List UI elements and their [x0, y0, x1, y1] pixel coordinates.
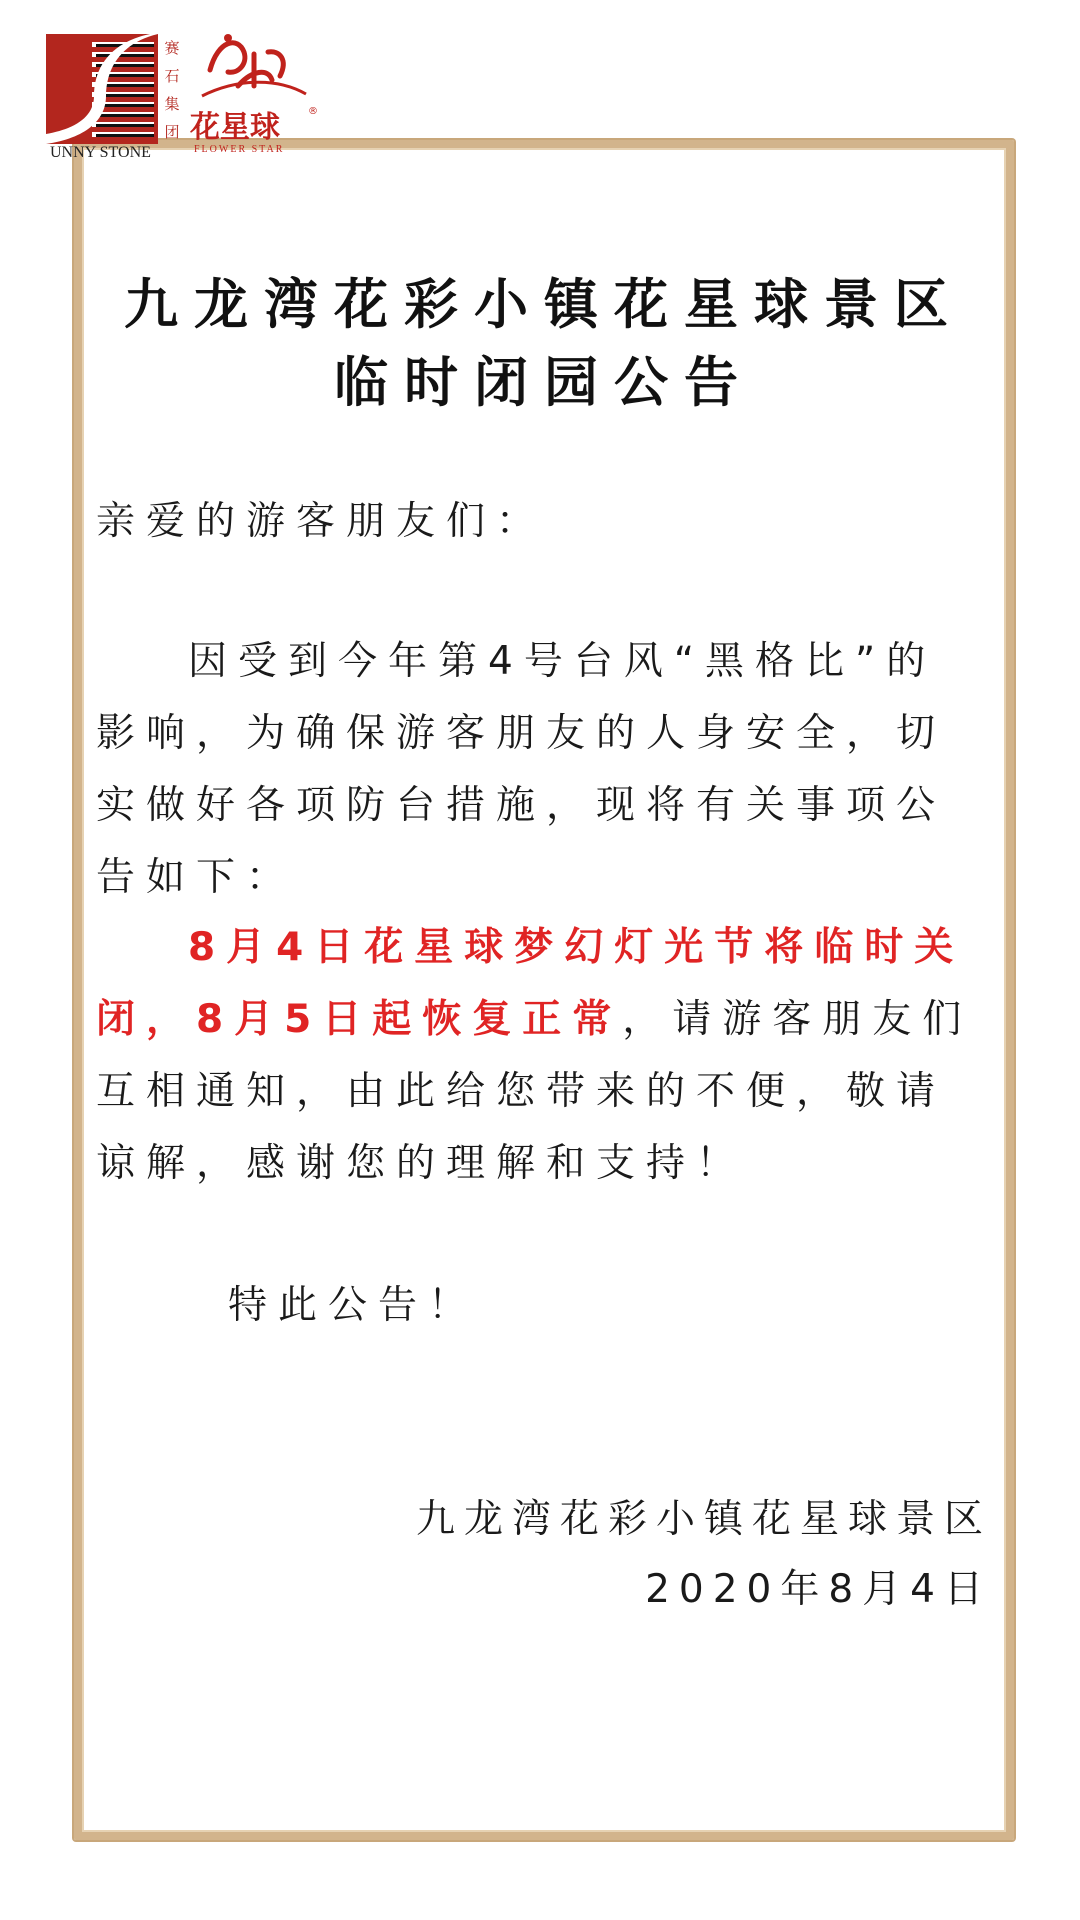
notice-title-line-2: 临时闭园公告 [334, 350, 754, 414]
flower-star-english-name: FLOWER STAR [194, 144, 285, 155]
registered-mark: ® [308, 106, 318, 117]
signature-date: 2020年8月4日 [645, 1567, 992, 1612]
sunny-stone-mark-icon [46, 34, 158, 144]
flower-star-logo [190, 30, 320, 160]
greeting: 亲爱的游客朋友们： [96, 499, 547, 544]
body-paragraph: 因受到今年第4号台风“黑格比”的影响，为确保游客朋友的人身安全，切实做好各项防台措施，现将有关事项公告如下： [96, 639, 947, 900]
signature-organization: 九龙湾花彩小镇花星球景区 [415, 1497, 992, 1542]
flower-star-script-icon [198, 30, 310, 102]
closing-statement: 特此公告！ [228, 1283, 479, 1328]
closure-highlight: 8月4日花星球梦幻灯光节将临时关闭，8月5日起恢复正常 [96, 925, 965, 1042]
sunny-stone-logo [46, 34, 186, 162]
sunny-stone-english-name: UNNY STONE [50, 144, 151, 161]
notice-paragraph-rest: ，请游客朋友们互相通知，由此给您带来的不便，敬请谅解，感谢您的理解和支持！ [96, 997, 973, 1186]
notice-title-line-1: 九龙湾花彩小镇花星球景区 [124, 272, 964, 336]
notice-paragraph [96, 912, 976, 1200]
sunny-stone-chinese-name: 赛石集团 [164, 39, 180, 141]
flower-star-chinese-name: 花星球 [190, 110, 280, 145]
